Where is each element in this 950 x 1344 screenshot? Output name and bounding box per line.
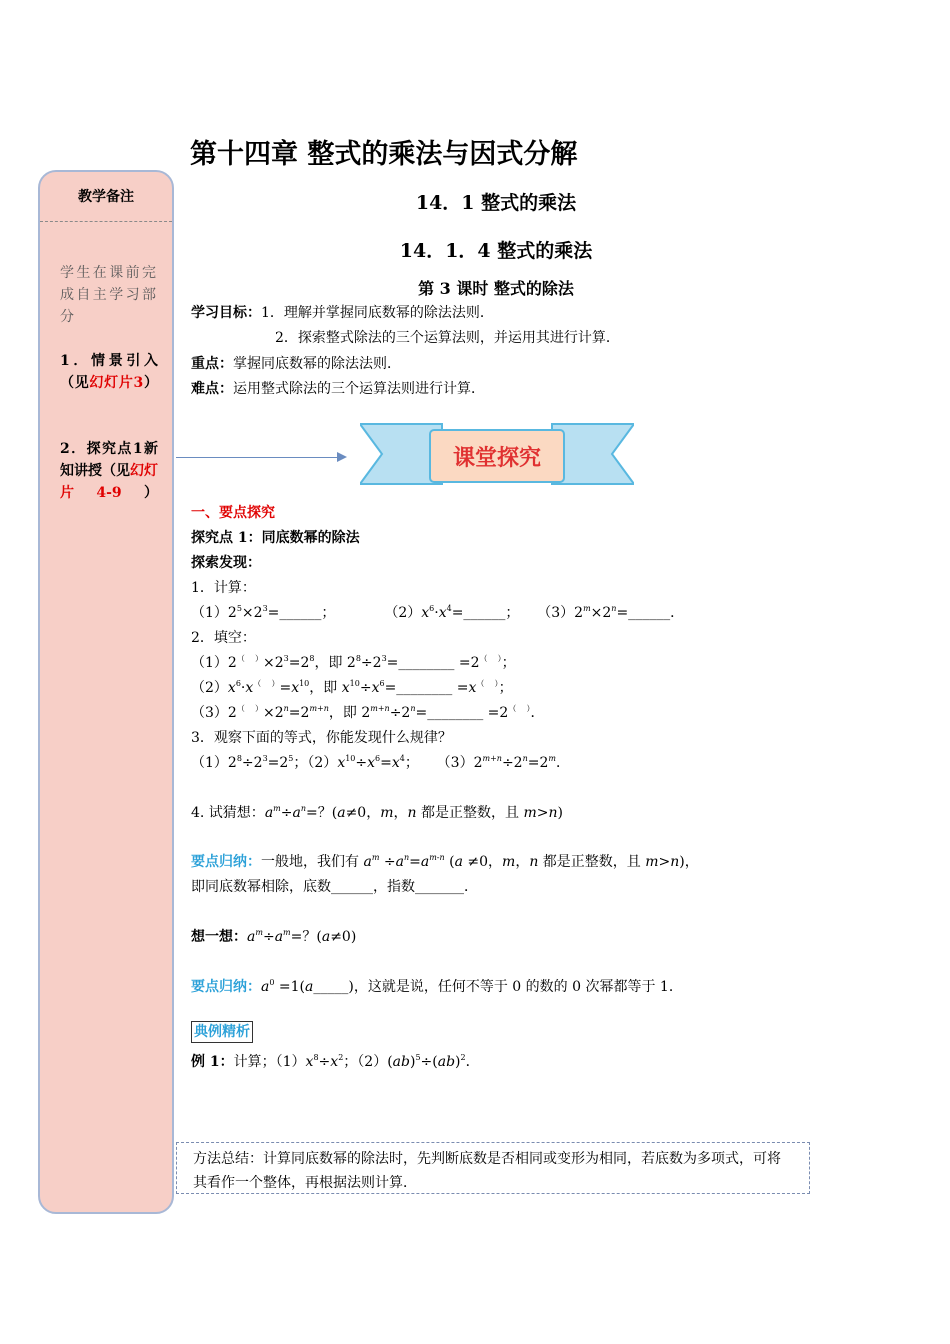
- question-3-label: 3．观察下面的等式，你能发现什么规律？: [191, 730, 452, 746]
- section-title: 14．1 整式的乘法: [415, 192, 577, 214]
- question-2-item-3: $(3)2^{( )}\times 2^n=2^{m+n}$，即 $2^{m+n}\div 2^n=\_\_\_\_\_\_\_\_ =2^{( )}$．: [191, 704, 545, 721]
- sidebar-intro: 学生在课前完成自主学习部分: [60, 265, 158, 325]
- question-2-label: 2．填空：: [191, 630, 256, 646]
- think-label: 想一想：: [191, 929, 247, 945]
- summary-1-text: 一般地，我们有: [261, 854, 359, 870]
- sidebar-item2-slide-ref: 幻灯片4-9: [60, 463, 158, 501]
- sidebar-item1-ref-close: ）: [143, 375, 159, 391]
- summary-1-label: 要点归纳：: [191, 854, 261, 870]
- part1-heading: 一、要点探究: [191, 505, 275, 521]
- key-point-label: 重点：: [191, 356, 233, 372]
- example-analysis-box: 典例精析: [191, 1021, 253, 1043]
- method-summary-box: 方法总结：计算同底数幂的除法时，先判断底数是否相同或变形为相同，若底数为多项式，可将其看作一个整体，再根据法则计算．: [176, 1142, 810, 1194]
- pointer-arrow-head: [337, 452, 347, 462]
- question-3-items: $(1)2^8\div 2^3=2^5$；$(2)x^{10}\div x^6=x^4$； $(3)2^{m+n}\div 2^n=2^m$．: [191, 754, 570, 771]
- summary-1: 要点归纳：一般地，我们有 $a^m \div a^n=a^{m-n}$ (a ≠0，m，n 都是正整数，且 m>n)，: [191, 853, 699, 870]
- sidebar-item1-slide-ref: 幻灯片3: [89, 375, 144, 391]
- learning-goals-label: 学习目标：: [191, 305, 261, 321]
- difficulty-point: [191, 378, 485, 398]
- key-point: [191, 353, 401, 373]
- sidebar-item2-label: 2．探究点1新知讲授: [60, 441, 158, 479]
- lesson-title: 第 3 课时 整式的除法: [418, 279, 574, 298]
- learning-goal-1-text: 1．理解并掌握同底数幂的除法法则．: [261, 305, 494, 321]
- question-4: 4. 试猜想：$a^m\div a^n=$？(a≠0，m，n 都是正整数，且 m>n): [191, 804, 563, 821]
- example-1-label: 例 1：: [191, 1054, 234, 1070]
- question-2-item-1: $(1)2^{( )}\times 2^3=2^8$，即 $2^8\div 2^3=\_\_\_\_\_\_\_\_ =2^{( )}$；: [191, 654, 516, 671]
- question-1-label: 1．计算：: [191, 580, 256, 596]
- difficulty-label: 难点：: [191, 381, 233, 397]
- pointer-arrow-line: [176, 457, 341, 458]
- subsection-title: 14．1．4 整式的乘法: [399, 240, 593, 262]
- sidebar-item-scene-intro: [60, 350, 158, 394]
- question-1-items: $(1)2^5\times 2^3=\_\_\_\_\_\_$； $(2)x^6\cdot x^4=\_\_\_\_\_\_$； $(3)2^m\times 2^n=\_\_\_\_\_\_$．: [191, 604, 685, 621]
- sidebar-item2-ref-close: ）: [121, 485, 159, 501]
- sidebar-item-explore-point: [60, 438, 158, 504]
- summary-2-text: ，这就是说，任何不等于 0 的数的 0 次幂都等于 1．: [353, 979, 683, 995]
- think-question: 想一想：$a^m\div a^m=$？(a≠0): [191, 928, 357, 945]
- difficulty-text: 运用整式除法的三个运算法则进行计算．: [233, 381, 485, 397]
- summary-1-line-2: 即同底数幂相除，底数______，指数_______．: [191, 879, 478, 895]
- explore-point-1-heading: 探究点 1：同底数幂的除法: [191, 530, 360, 546]
- teaching-notes-sidebar: [38, 170, 174, 1214]
- sidebar-item2-ref-open: （见: [102, 463, 130, 479]
- summary-2: 要点归纳：$a^0$ =1(a_____)，这就是说，任何不等于 0 的数的 0 次幂都等于 1．: [191, 978, 683, 995]
- discover-label: 探索发现：: [191, 555, 261, 571]
- classroom-explore-banner: [360, 420, 634, 492]
- banner-text: 课堂探究: [452, 445, 541, 471]
- summary-2-label: 要点归纳：: [191, 979, 261, 995]
- example-1: 例 1：计算；$(1)x^8\div x^2$；（2）(ab)$^5$÷(ab)$^2$．: [191, 1053, 480, 1070]
- chapter-title: 第十四章 整式的乘法与因式分解: [190, 139, 578, 170]
- key-point-text: 掌握同底数幂的除法法则．: [233, 356, 401, 372]
- sidebar-divider: [40, 221, 172, 222]
- question-4-label: 4. 试猜想：: [191, 805, 265, 821]
- sidebar-item1-ref-open: （见: [60, 375, 90, 391]
- example-1-text: 计算；（1）: [233, 1054, 306, 1070]
- sidebar-item1-label: 1．情景引入: [60, 353, 158, 369]
- learning-goal-2: 2．探索整式除法的三个运算法则，并运用其进行计算．: [275, 330, 620, 346]
- question-2-item-2: $(2)x^6\cdot x^{( )}=x^{10}$，即 $x^{10}\div x^6=\_\_\_\_\_\_\_\_ =x^{( )}$；: [191, 679, 513, 696]
- learning-goal-1: [191, 302, 494, 322]
- sidebar-header: 教学备注: [78, 189, 134, 205]
